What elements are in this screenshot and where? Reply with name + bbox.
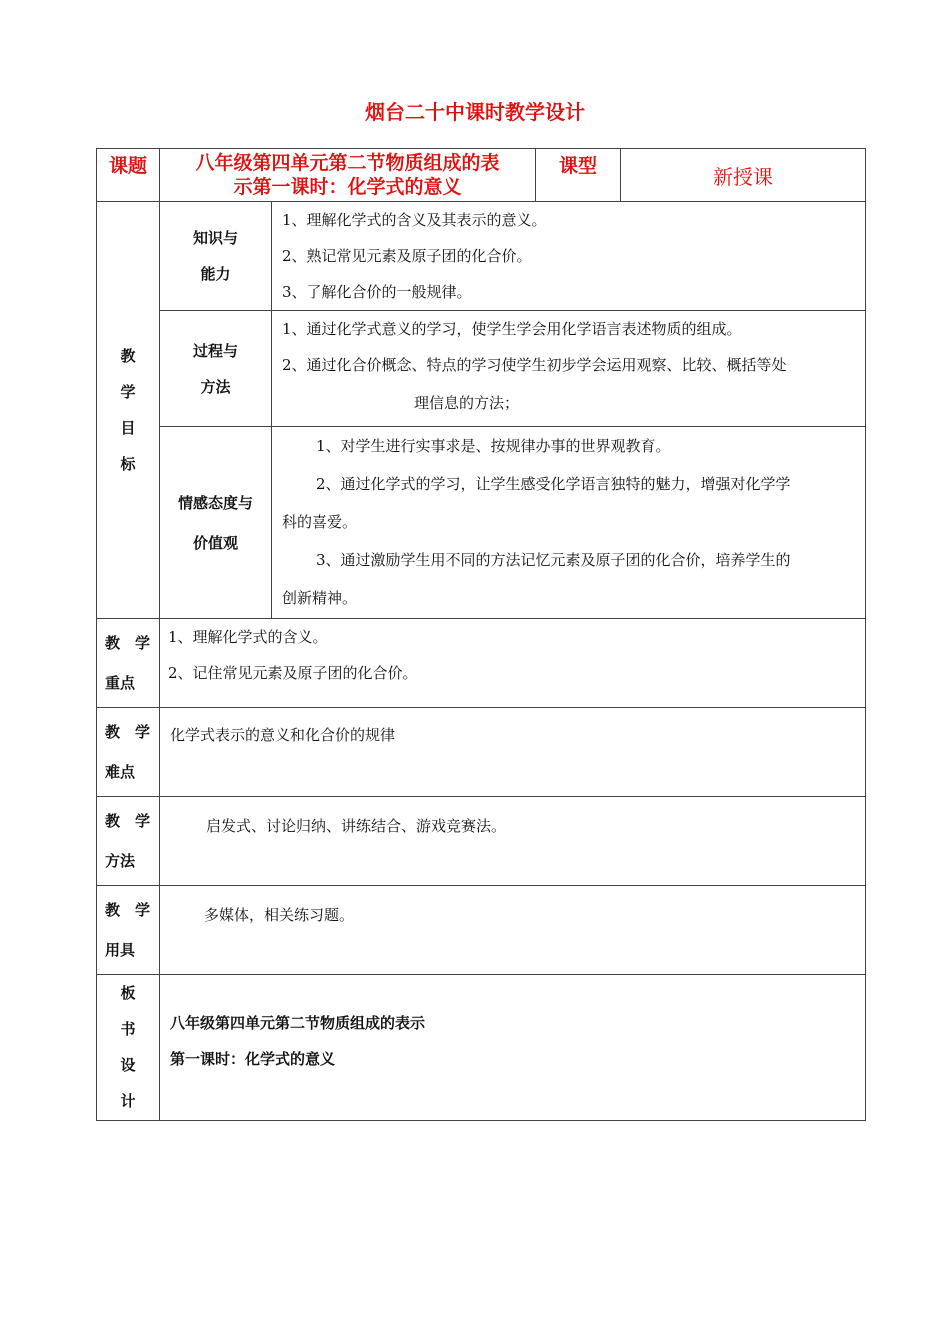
- methods-label-line: 方法: [105, 852, 136, 870]
- process-label: [160, 311, 272, 427]
- knowledge-item: 3、了解化合价的一般规律。: [282, 283, 472, 301]
- knowledge-content: [272, 202, 866, 311]
- topic-label: 课题: [97, 149, 160, 202]
- tools-label-line: 用具: [105, 941, 136, 959]
- key-point-item: 1、理解化学式的含义。: [168, 628, 328, 646]
- header-row: [97, 149, 866, 202]
- tools-label-line: 教 学: [105, 901, 151, 919]
- objective-emotion-row: [97, 427, 866, 619]
- topic-value: [160, 149, 536, 202]
- board-label-char: 板: [120, 984, 136, 1002]
- board-label-char: 计: [120, 1092, 136, 1110]
- page-title: 烟台二十中课时教学设计: [365, 100, 585, 124]
- key-points-row: [97, 619, 866, 708]
- board-label: [97, 975, 160, 1121]
- knowledge-label: [160, 202, 272, 311]
- objective-knowledge-row: [97, 202, 866, 311]
- methods-label: [97, 797, 160, 886]
- objectives-label-char: 标: [120, 455, 136, 473]
- key-points-label-line: 教 学: [105, 634, 151, 652]
- methods-row: [97, 797, 866, 886]
- objectives-label-char: 教: [120, 347, 136, 365]
- process-item: 理信息的方法；: [414, 394, 520, 412]
- tools-row: [97, 886, 866, 975]
- board-content: [160, 975, 866, 1121]
- difficulties-label-line: 教 学: [105, 723, 151, 741]
- process-item: 2、通过化合价概念、特点的学习使学生初步学会运用观察、比较、概括等处: [282, 356, 787, 374]
- process-item: 1、通过化学式意义的学习，使学生学会用化学语言表述物质的组成。: [282, 320, 742, 338]
- board-line: 八年级第四单元第二节物质组成的表示: [170, 1014, 426, 1032]
- key-points-content: [160, 619, 866, 708]
- objective-process-row: [97, 311, 866, 427]
- emotion-content: [272, 427, 866, 619]
- knowledge-label-line: 能力: [200, 265, 231, 283]
- process-label-line: 方法: [200, 377, 231, 396]
- emotion-item: 创新精神。: [282, 589, 358, 607]
- tools-label: [97, 886, 160, 975]
- difficulties-label-line: 难点: [105, 763, 136, 781]
- methods-content: 启发式、讨论归纳、讲练结合、游戏竞赛法。: [160, 797, 866, 886]
- emotion-label-line: 情感态度与: [177, 493, 253, 512]
- difficulties-content: 化学式表示的意义和化合价的规律: [160, 708, 866, 797]
- emotion-item: 3、通过激励学生用不同的方法记忆元素及原子团的化合价，培养学生的: [316, 551, 791, 569]
- board-label-char: 设: [120, 1056, 136, 1074]
- emotion-label-line: 价值观: [192, 533, 238, 552]
- key-point-item: 2、记住常见元素及原子团的化合价。: [168, 664, 418, 682]
- process-label-line: 过程与: [192, 341, 238, 360]
- emotion-item: 2、通过化学式的学习，让学生感受化学语言独特的魅力，增强对化学学: [316, 475, 791, 493]
- process-content: [272, 311, 866, 427]
- objectives-label-char: 学: [120, 383, 136, 401]
- emotion-item: 科的喜爱。: [282, 513, 358, 531]
- difficulties-label: [97, 708, 160, 797]
- knowledge-label-line: 知识与: [192, 229, 238, 247]
- knowledge-item: 2、熟记常见元素及原子团的化合价。: [282, 247, 532, 265]
- lesson-plan-table: [96, 148, 866, 1121]
- emotion-label: [160, 427, 272, 619]
- key-points-label-line: 重点: [105, 674, 136, 692]
- board-row: [97, 975, 866, 1121]
- objectives-label-char: 目: [120, 419, 136, 437]
- emotion-item: 1、对学生进行实事求是、按规律办事的世界观教育。: [316, 437, 671, 455]
- tools-content: 多媒体，相关练习题。: [160, 886, 866, 975]
- methods-label-line: 教 学: [105, 812, 151, 830]
- topic-line-1: 八年级第四单元第二节物质组成的表: [195, 152, 500, 174]
- board-line: 第一课时：化学式的意义: [170, 1050, 336, 1068]
- difficulties-row: [97, 708, 866, 797]
- board-label-char: 书: [120, 1020, 136, 1038]
- objectives-label: [97, 202, 160, 619]
- type-label: 课型: [536, 149, 621, 202]
- type-value: 新授课: [621, 149, 866, 202]
- topic-line-2: 示第一课时：化学式的意义: [233, 176, 462, 198]
- knowledge-item: 1、理解化学式的含义及其表示的意义。: [282, 211, 547, 229]
- key-points-label: [97, 619, 160, 708]
